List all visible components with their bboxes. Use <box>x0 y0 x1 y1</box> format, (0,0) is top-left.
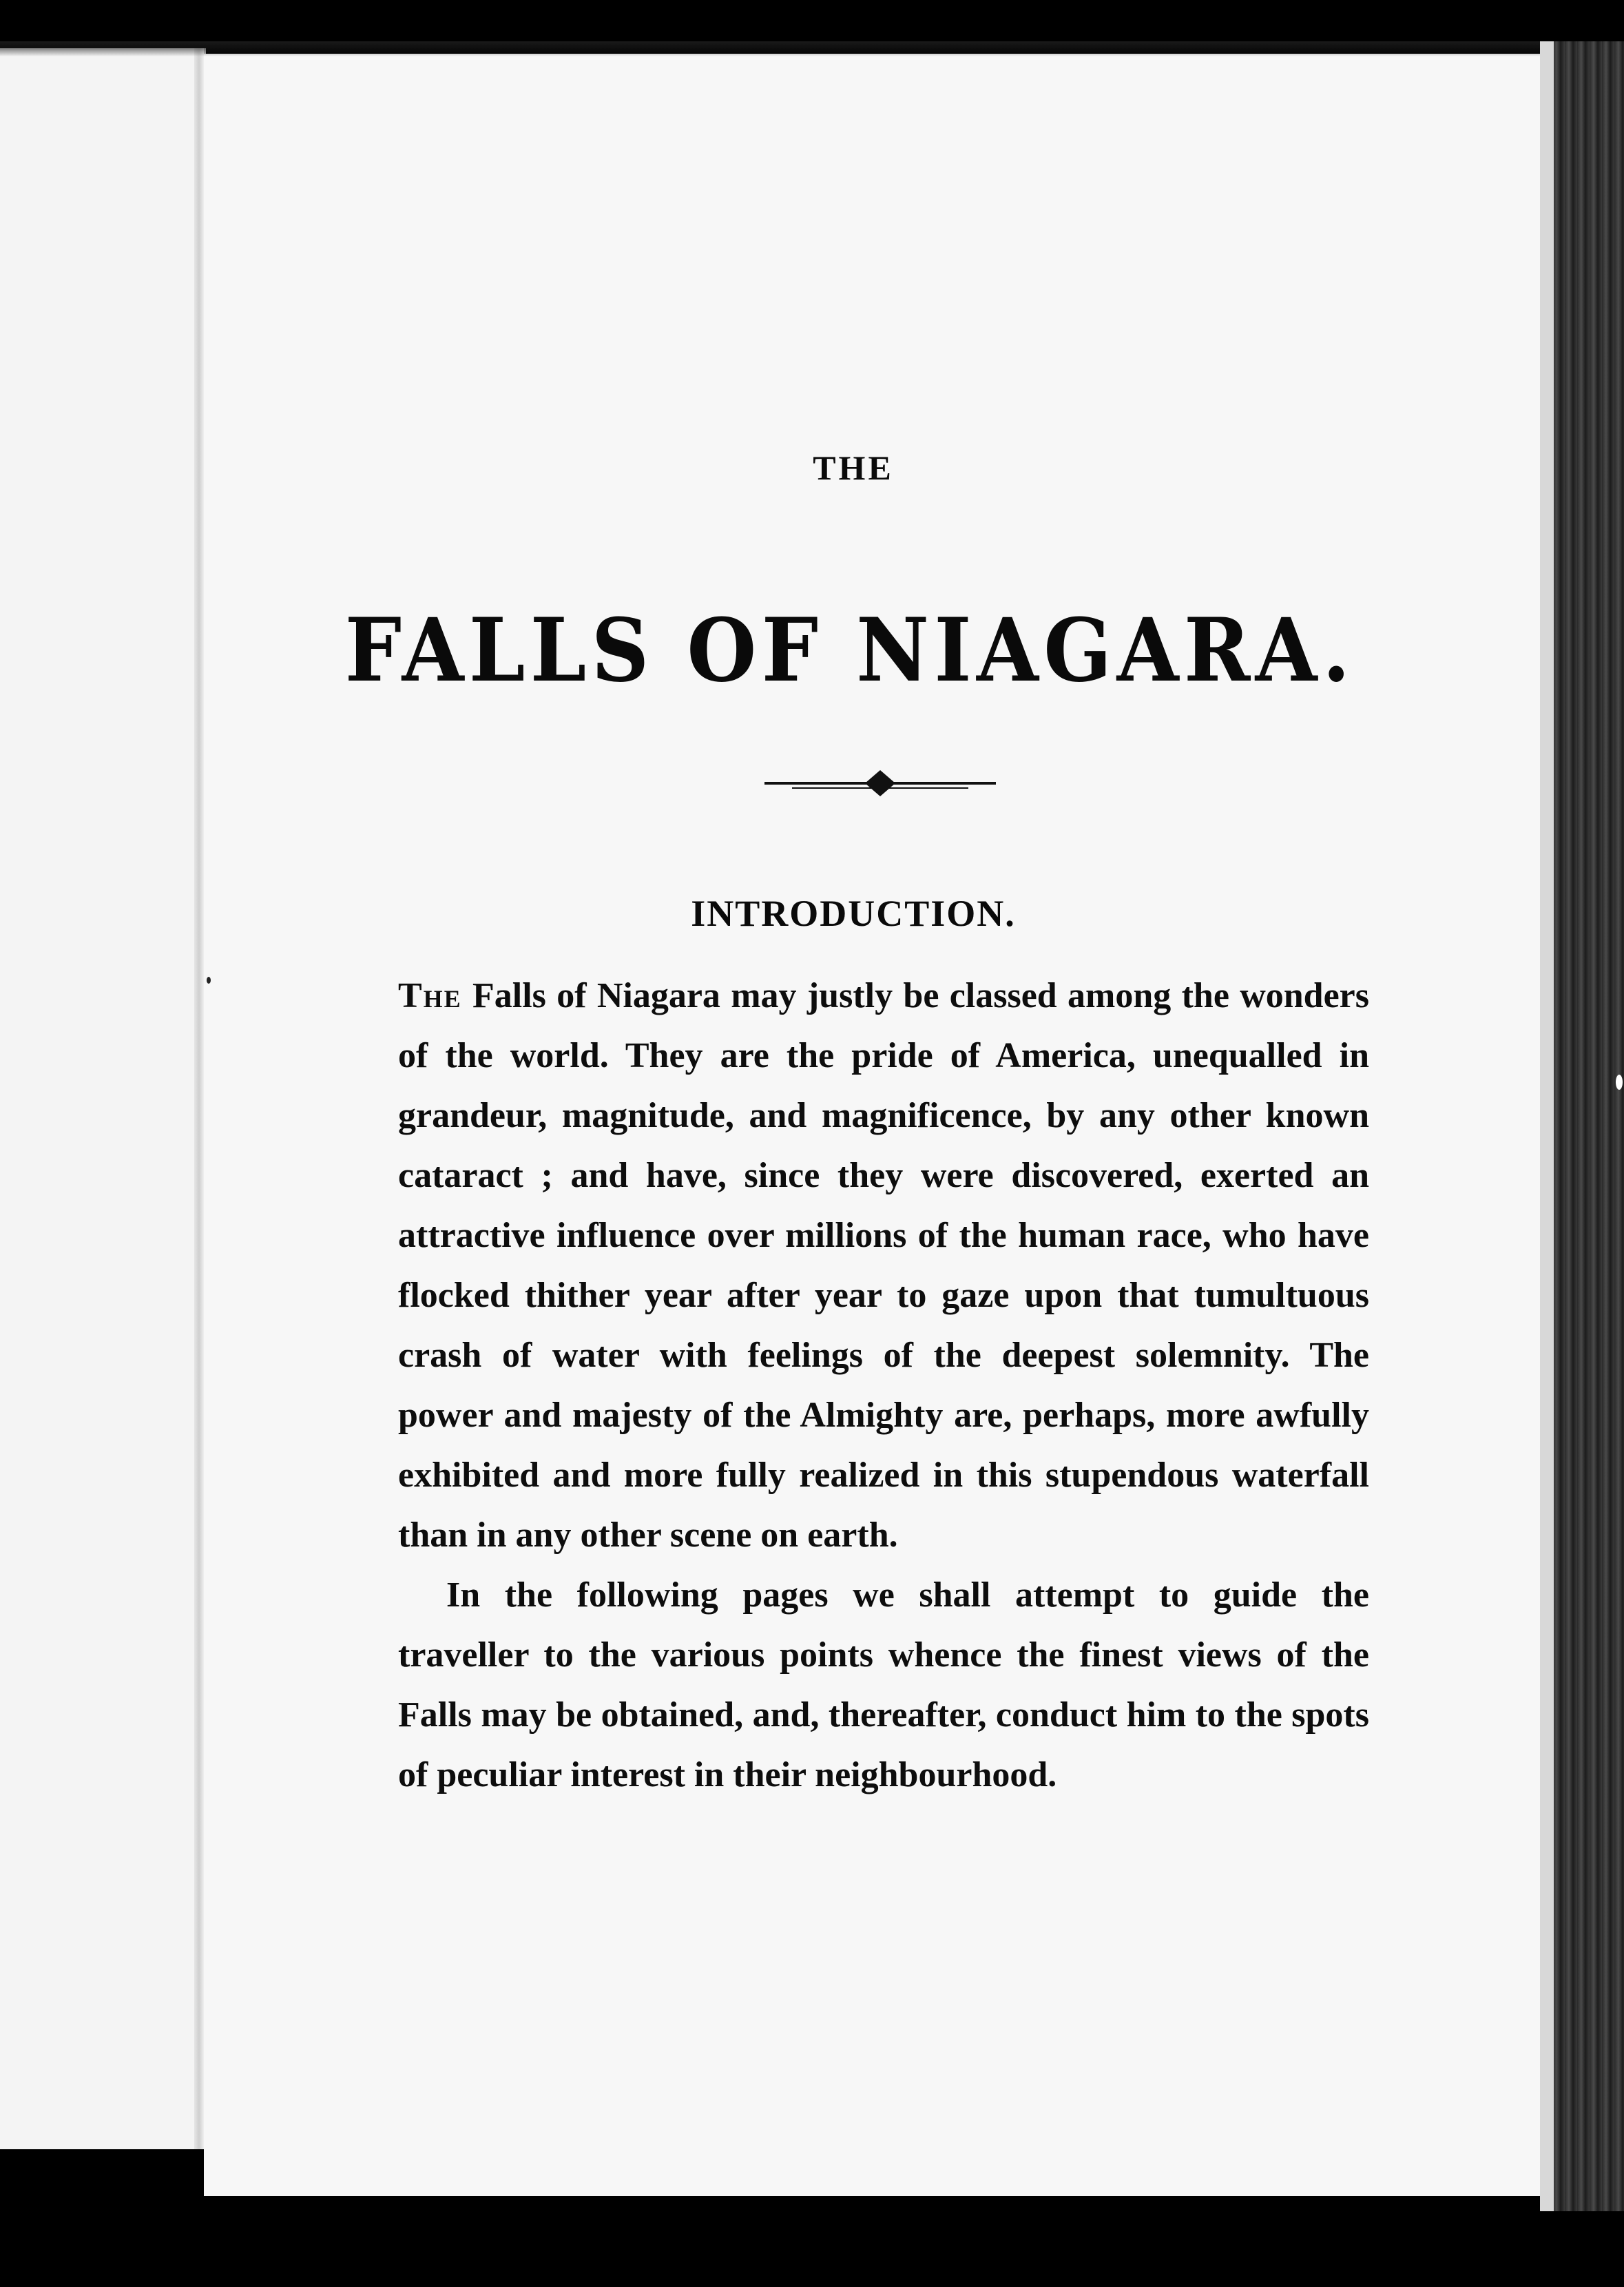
body-text <box>398 966 1369 1805</box>
paragraph-lead: The <box>398 976 462 1015</box>
paragraph-1 <box>398 966 1369 1565</box>
gutter-fold <box>194 48 204 2149</box>
binding-highlight <box>1540 41 1554 2211</box>
ink-speck <box>207 977 211 984</box>
paragraph-1-text: Falls of Niagara may justly be classed among the wonders of the world. They are the pride of America, unequalled in grandeur, magnitude, and magnificence, by any other known cataract ; and have, since they were discovered, exerted an attractive influence over millions of the human race, who have flocked thither year after year to gaze upon that tumultuous crash of water with feelings of the deepest solemnity. The power and majesty of the Almighty are, perhaps, more awfully exhibited and more fully realized in this stupendous waterfall than in any other scene on earth. <box>398 976 1369 1555</box>
paragraph-2 <box>398 1565 1369 1805</box>
left-facing-page-edge <box>0 48 206 2149</box>
diamond-rule-ornament <box>764 766 996 800</box>
section-heading: INTRODUCTION. <box>691 893 1016 934</box>
edge-speck <box>1616 1075 1623 1090</box>
page-title: FALLS OF NIAGARA. <box>344 599 1355 701</box>
top-shadow <box>0 41 1624 56</box>
paragraph-2-text: In the following pages we shall attempt to guide the traveller to the various points whence the finest views of the Falls may be obtained, and, thereafter, conduct him to the spots of peculiar interest in their neighbourhood. <box>398 1575 1369 1794</box>
title-prefix: THE <box>813 448 894 487</box>
